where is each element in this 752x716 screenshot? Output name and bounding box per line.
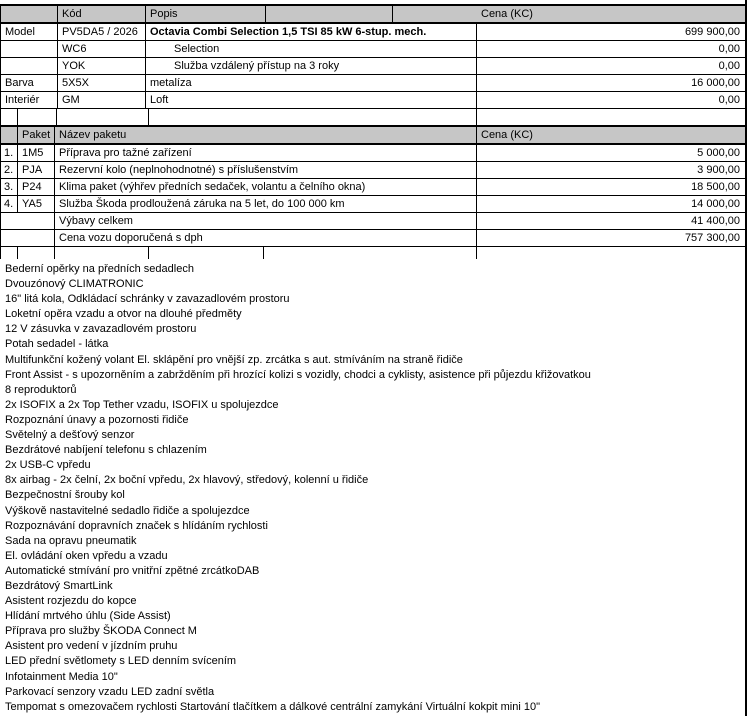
feature-line: Front Assist - s upozorněním a zabržděním při hrozící kolizi s vozidly, chodci a cyklisty, asistence při půjezdu křižovatkou [5,368,591,381]
t2-header-paket: Paket [18,127,55,143]
t1-header-cena: Cena (KC) [477,6,745,22]
t1-header-empty2 [266,6,393,22]
packages-table [0,125,745,247]
feature-line: Potah sedadel - látka [5,338,109,351]
feature-line: LED přední světlomety s LED denním svícením [5,655,237,668]
table-row [1,179,745,196]
feature-line: 8 reproduktorů [5,383,77,396]
t2-row-code: P24 [18,179,55,195]
t2-row-num: 1. [1,145,18,161]
feature-line: Loketní opěra vzadu a otvor na dlouhé předměty [5,308,242,321]
t1-row-label: Interiér [1,92,58,108]
grid-gap-row [0,109,745,125]
feature-line: Parkovací senzory vzadu LED zadní světla [5,685,215,698]
feature-line: Asistent pro vedení v jízdním pruhu [5,640,178,653]
t1-row-desc: metalíza [146,75,477,91]
t1-row-label: Barva [1,75,58,91]
t2-total-price: 757 300,00 [684,232,740,244]
t2-row-price: 14 000,00 [691,198,740,210]
gridline-segment [0,247,1,259]
t2-header-empty [1,127,18,143]
t1-row-label [1,41,58,57]
t2-header-nazev: Název paketu [55,127,477,143]
feature-line: El. ovládání oken vpředu a vzadu [5,549,168,562]
t1-row-price: 699 900,00 [684,26,740,38]
t1-row-price: 0,00 [718,60,740,72]
feature-line: Sada na opravu pneumatik [5,534,137,547]
t2-total-empty [1,230,55,246]
t1-row-code: WC6 [58,41,146,57]
t1-row-desc: Služba vzdálený přístup na 3 roky [146,58,477,74]
feature-line: Multifunkční kožený volant El. sklápění pro vnější zp. zrcátka s aut. stmíváním na straně řidiče [5,353,463,366]
t2-header-cena: Cena (KC) [477,127,745,143]
t1-header-popis: Popis [146,6,266,22]
t2-row-name: Rezervní kolo (neplnohodnotné) s příslušenstvím [55,162,477,178]
table-row [1,145,745,162]
table-row [1,58,745,75]
gap-cell [18,109,57,125]
feature-line: 2x USB-C vpředu [5,459,91,472]
table-row [1,75,745,92]
t1-row-price: 0,00 [718,43,740,55]
t1-row-code: PV5DA5 / 2026 [58,24,146,40]
t2-total-label: Cena vozu doporučená s dph [55,230,477,246]
right-border-line [745,0,747,716]
packages-table-header-row [1,127,745,145]
t2-row-price: 3 900,00 [697,164,740,176]
feature-line: 12 V zásuvka v zavazadlovém prostoru [5,323,197,336]
gap-cell [149,109,477,125]
feature-line: Světelný a dešťový senzor [5,429,135,442]
feature-line: 8x airbag - 2x čelní, 2x boční vpředu, 2x hlavový, středový, kolenní u řidiče [5,474,369,487]
gap-cell [57,109,149,125]
feature-line: Rozpoznání únavy a pozornosti řidiče [5,413,189,426]
totals-row [1,230,745,247]
gap-cell [1,109,18,125]
t2-row-num: 2. [1,162,18,178]
t2-row-name: Příprava pro tažné zařízení [55,145,477,161]
t1-header-empty [1,6,58,22]
table-row [1,92,745,109]
t2-row-price: 18 500,00 [691,181,740,193]
t1-row-desc: Octavia Combi Selection 1,5 TSI 85 kW 6-stup. mech. [146,24,477,40]
t1-row-code: YOK [58,58,146,74]
t1-row-desc: Loft [146,92,477,108]
t1-row-code: GM [58,92,146,108]
t2-total-label: Výbavy celkem [55,213,477,229]
t1-row-label [1,58,58,74]
t2-row-code: YA5 [18,196,55,212]
equipment-list [5,262,745,715]
totals-row [1,213,745,230]
gridline-segment [263,247,264,259]
t2-total-empty [1,213,55,229]
model-table [0,4,745,109]
t1-header-empty3 [393,6,477,22]
t2-row-num: 4. [1,196,18,212]
table-row [1,196,745,213]
gridline-segment [17,247,18,259]
t1-row-desc: Selection [146,41,477,57]
feature-line: Bezdrátový SmartLink [5,579,113,592]
t2-total-price: 41 400,00 [691,215,740,227]
t1-header-kod: Kód [58,6,146,22]
t1-row-price: 16 000,00 [691,77,740,89]
feature-line: Asistent rozjezdu do kopce [5,595,137,608]
table-row [1,162,745,179]
t1-row-price: 0,00 [718,94,740,106]
feature-line: Bezdrátové nabíjení telefonu s chlazením [5,444,207,457]
feature-line: Tempomat s omezovačem rychlosti Startování tlačítkem a dálkové centrální zamykání Virtuální kokpit mini 10" [5,700,540,713]
model-table-header-row [1,6,745,24]
feature-line: Hlídání mrtvého úhlu (Side Assist) [5,610,171,623]
table-row [1,24,745,41]
feature-line: Příprava pro služby ŠKODA Connect M [5,625,197,638]
t2-row-price: 5 000,00 [697,147,740,159]
t2-row-name: Klima paket (výhřev předních sedaček, volantu a čelního okna) [55,179,477,195]
feature-line: Rozpoznávání dopravních značek s hlídáním rychlosti [5,519,268,532]
gap-cell [477,109,745,125]
feature-line: 16" litá kola, Odkládací schránky v zavazadlovém prostoru [5,293,290,306]
feature-line: Dvouzónový CLIMATRONIC [5,278,144,291]
feature-line: Automatické stmívání pro vnitřní zpětné zrcátkoDAB [5,564,260,577]
t2-row-name: Služba Škoda prodloužená záruka na 5 let, do 100 000 km [55,196,477,212]
feature-line: Infotainment Media 10" [5,670,118,683]
t2-row-num: 3. [1,179,18,195]
feature-line: Bederní opěrky na předních sedadlech [5,263,194,275]
t2-row-code: PJA [18,162,55,178]
gridline-segment [476,247,477,259]
feature-line: Výškově nastavitelné sedadlo řidiče a spolujezdce [5,504,250,517]
table-row [1,41,745,58]
t1-row-code: 5X5X [58,75,146,91]
gridline-segment [54,247,55,259]
gridline-segment [148,247,149,259]
feature-line: Bezpečnostní šrouby kol [5,489,125,502]
t1-row-label: Model [1,24,58,40]
t2-row-code: 1M5 [18,145,55,161]
feature-line: 2x ISOFIX a 2x Top Tether vzadu, ISOFIX u spolujezdce [5,398,279,411]
